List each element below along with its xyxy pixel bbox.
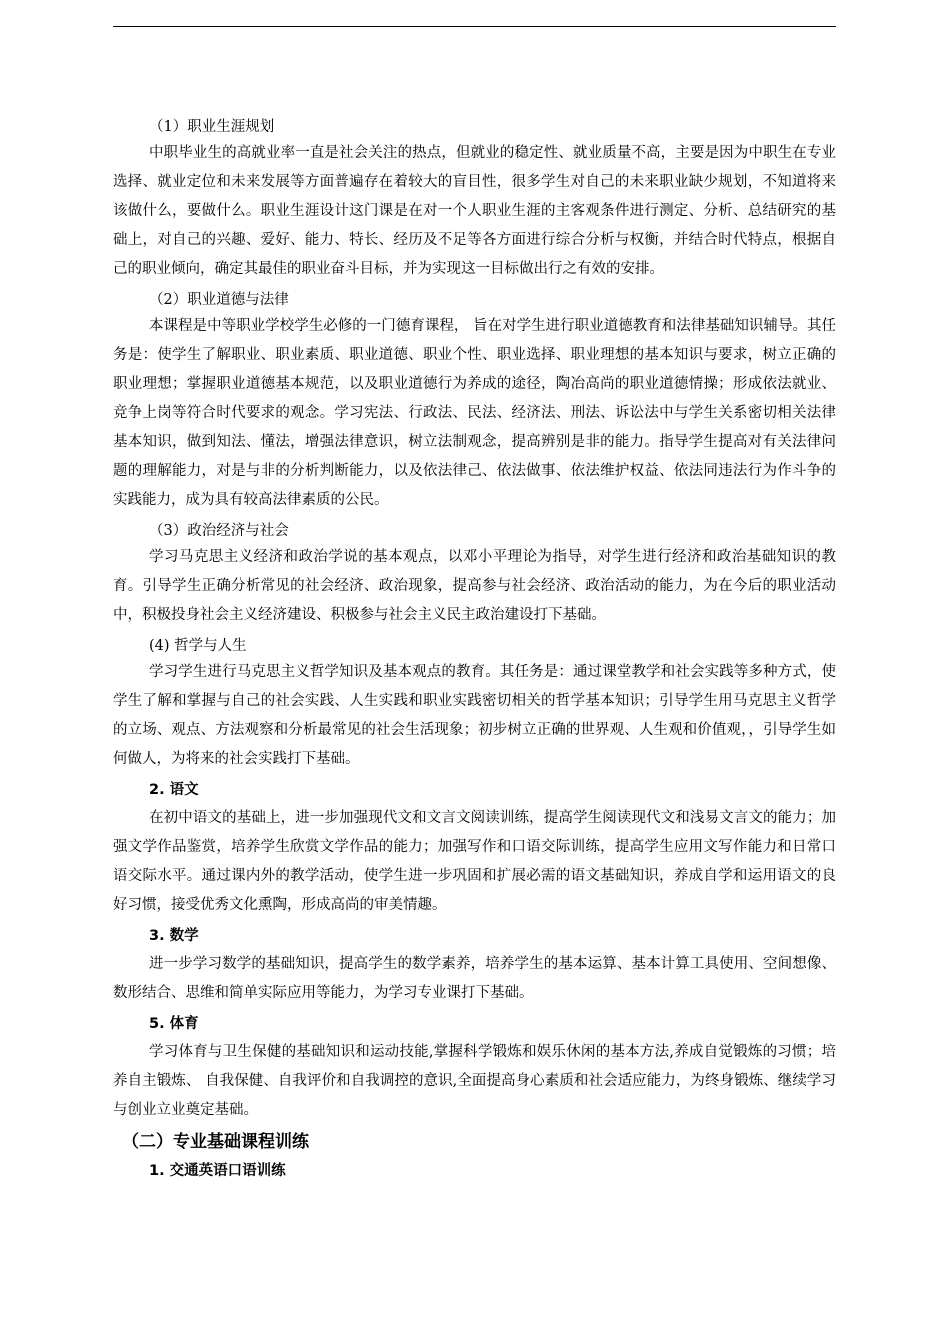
section-heading-politics-economy: （3）政治经济与社会 xyxy=(149,523,289,539)
section-heading-pe: 5. 体育 xyxy=(149,1016,199,1032)
header-rule xyxy=(113,26,836,27)
paragraph-politics-economy: 学习马克思主义经济和政治学说的基本观点，以邓小平理论为指导，对学生进行经济和政治基础知识的教育。引导学生正确分析常见的社会经济、政治现象，提高参与社会经济、政治活动的能力，为在今后的职业活动中，积极投身社会主义经济建设、积极参与社会主义民主政治建设打下基础。 xyxy=(113,549,836,623)
paragraph-pe: 学习体育与卫生保健的基础知识和运动技能,掌握科学锻炼和娱乐休闲的基本方法,养成自觉锻炼的习惯；培养自主锻炼、 自我保健、自我评价和自我调控的意识,全面提高身心素质和社会适应能力，为终身锻炼、继续学习与创业立业奠定基础。 xyxy=(113,1044,836,1118)
section-heading-philosophy: (4) 哲学与人生 xyxy=(149,638,247,654)
subheading-traffic-english: 1. 交通英语口语训练 xyxy=(149,1163,286,1179)
section-heading-ethics-law: （2）职业道德与法律 xyxy=(149,292,289,308)
paragraph-career-planning: 中职毕业生的高就业率一直是社会关注的热点，但就业的稳定性、就业质量不高，主要是因为中职生在专业选择、就业定位和未来发展等方面普遍存在着较大的盲目性，很多学生对自己的未来职业缺少规划，不知道将来该做什么，要做什么。职业生涯设计这门课是在对一个人职业生涯的主客观条件进行测定、分析、总结研究的基础上，对自己的兴趣、爱好、能力、特长、经历及不足等各方面进行综合分析与权衡，并结合时代特点，根据自己的职业倾向，确定其最佳的职业奋斗目标，并为实现这一目标做出行之有效的安排。 xyxy=(113,145,836,277)
paragraph-chinese: 在初中语文的基础上，进一步加强现代文和文言文阅读训练，提高学生阅读现代文和浅易文言文的能力；加强文学作品鉴赏，培养学生欣赏文学作品的能力；加强写作和口语交际训练，提高学生应用文写作能力和日常口语交际水平。通过课内外的教学活动，使学生进一步巩固和扩展必需的语文基础知识，养成自学和运用语文的良好习惯，接受优秀文化熏陶，形成高尚的审美情趣。 xyxy=(113,810,836,913)
section-heading-math: 3. 数学 xyxy=(149,928,199,944)
section-heading-chinese: 2. 语文 xyxy=(149,782,199,798)
document-body xyxy=(113,115,836,1185)
paragraph-math: 进一步学习数学的基础知识，提高学生的数学素养，培养学生的基本运算、基本计算工具使用、空间想像、数形结合、思维和简单实际应用等能力，为学习专业课打下基础。 xyxy=(113,956,836,1001)
section-heading-career-planning: （1）职业生涯规划 xyxy=(149,119,275,135)
chapter-heading-professional-basics: （二）专业基础课程训练 xyxy=(122,1132,309,1152)
paragraph-ethics-law: 本课程是中等职业学校学生必修的一门德育课程， 旨在对学生进行职业道德教育和法律基础知识辅导。其任务是：使学生了解职业、职业素质、职业道德、职业个性、职业选择、职业理想的基本知识与要求，树立正确的职业理想；掌握职业道德基本规范，以及职业道德行为养成的途径，陶冶高尚的职业道德情操；形成依法就业、竞争上岗等符合时代要求的观念。学习宪法、行政法、民法、经济法、刑法、诉讼法中与学生关系密切相关法律基本知识，做到知法、懂法，增强法律意识，树立法制观念，提高辨别是非的能力。指导学生提高对有关法律问题的理解能力，对是与非的分析判断能力，以及依法律己、依法做事、依法维护权益、依法同违法行为作斗争的实践能力，成为具有较高法律素质的公民。 xyxy=(113,318,836,508)
paragraph-philosophy: 学习学生进行马克思主义哲学知识及基本观点的教育。其任务是：通过课堂教学和社会实践等多种方式，使学生了解和掌握与自己的社会实践、人生实践和职业实践密切相关的哲学基本知识；引导学生用马克思主义哲学的立场、观点、方法观察和分析最常见的社会生活现象；初步树立正确的世界观、人生观和价值观，，引导学生如何做人，为将来的社会实践打下基础。 xyxy=(113,664,836,767)
